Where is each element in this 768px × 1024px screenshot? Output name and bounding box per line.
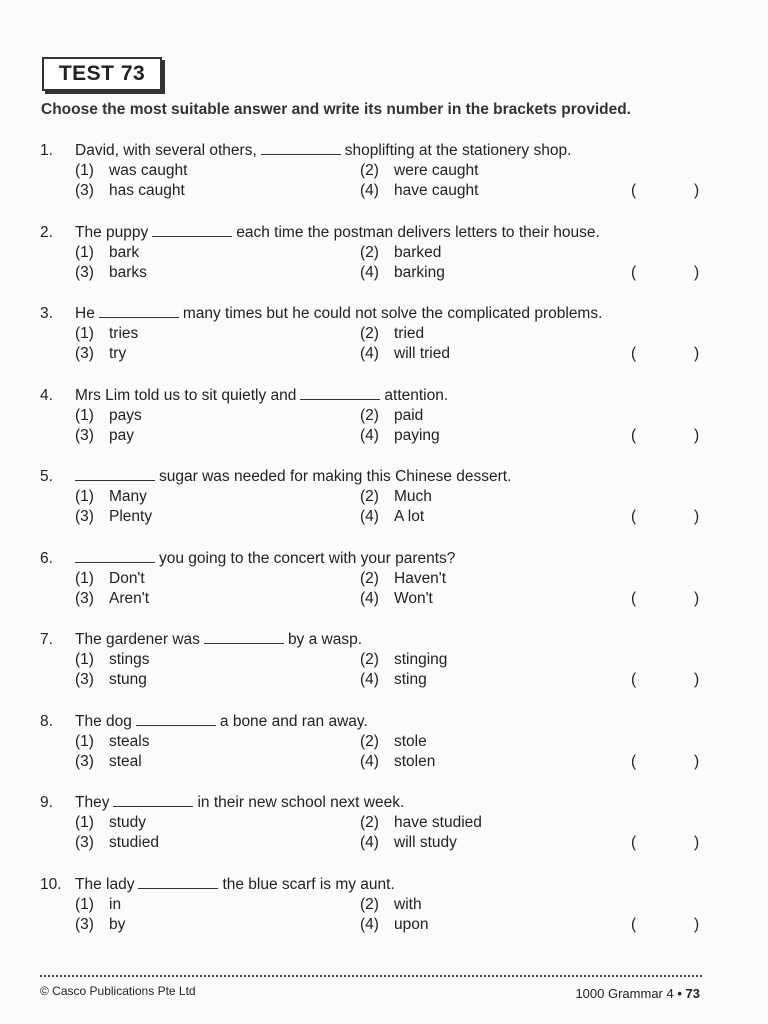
option-text: have caught xyxy=(394,182,479,199)
stem-after-blank: by a wasp. xyxy=(287,631,363,648)
option-text: studied xyxy=(109,834,159,851)
option-number: (4) xyxy=(360,589,379,607)
option-number: (4) xyxy=(360,182,379,199)
stem-before-blank: He xyxy=(75,305,95,322)
answer-option xyxy=(360,896,422,914)
answer-option xyxy=(360,182,478,200)
answer-option xyxy=(75,651,150,669)
stem-after-blank: shoplifting at the stationery shop. xyxy=(344,142,572,159)
question-number: 2. xyxy=(40,223,53,241)
answer-option xyxy=(360,488,432,506)
answer-option xyxy=(360,651,447,669)
option-number: (3) xyxy=(75,752,94,770)
stem-after-blank: each time the postman delivers letters to their house. xyxy=(236,223,600,241)
footer-divider xyxy=(40,975,702,977)
option-text: will study xyxy=(394,834,457,851)
answer-blank-line xyxy=(300,387,380,400)
answer-option xyxy=(360,753,435,771)
answer-option xyxy=(360,345,450,363)
stem-before-blank: The puppy xyxy=(75,223,149,241)
answer-option xyxy=(360,325,424,343)
stem-after-blank: a bone and ran away. xyxy=(219,712,368,730)
option-text: pays xyxy=(109,406,142,424)
option-text: Don't xyxy=(109,569,145,587)
stem-before-blank: Mrs Lim told us to sit quietly and xyxy=(75,386,297,404)
option-number: (1) xyxy=(75,488,94,505)
answer-option xyxy=(360,427,440,445)
option-number: (2) xyxy=(360,325,379,342)
option-text: paid xyxy=(394,406,424,424)
answer-bracket-open[interactable]: ( xyxy=(631,915,637,933)
option-text: stung xyxy=(109,671,147,688)
option-text: were caught xyxy=(394,162,479,179)
answer-option xyxy=(75,671,147,689)
option-text: bark xyxy=(109,243,140,261)
option-text: Plenty xyxy=(109,508,153,525)
option-text: Aren't xyxy=(109,589,150,607)
option-text: pay xyxy=(109,426,134,444)
answer-option xyxy=(75,733,150,751)
option-number: (1) xyxy=(75,569,94,587)
answer-option xyxy=(360,590,433,608)
answer-bracket-close[interactable]: ) xyxy=(694,345,700,362)
answer-option xyxy=(360,244,441,262)
option-number: (1) xyxy=(75,162,94,179)
option-number: (4) xyxy=(360,508,379,525)
question-item xyxy=(0,140,768,222)
answer-option xyxy=(75,162,187,180)
answer-option xyxy=(360,916,428,934)
answer-option xyxy=(75,407,142,425)
answer-bracket-close[interactable]: ) xyxy=(694,589,700,607)
option-text: was caught xyxy=(109,162,188,179)
question-item xyxy=(0,792,768,874)
answer-bracket-close[interactable]: ) xyxy=(694,915,700,933)
answer-option xyxy=(75,508,152,526)
answer-blank-line xyxy=(261,142,341,155)
footer-separator: • xyxy=(677,986,682,1001)
option-number: (2) xyxy=(360,569,379,587)
option-number: (4) xyxy=(360,345,379,362)
answer-option xyxy=(360,570,446,588)
answer-option xyxy=(75,834,159,852)
option-text: Much xyxy=(394,488,432,505)
option-text: sting xyxy=(394,671,427,688)
answer-option xyxy=(75,264,147,282)
answer-bracket-close[interactable]: ) xyxy=(694,834,700,851)
option-number: (3) xyxy=(75,671,94,688)
footer-page-number: 73 xyxy=(685,986,700,1001)
answer-bracket-close[interactable]: ) xyxy=(694,752,700,770)
answer-option xyxy=(360,814,482,832)
question-item xyxy=(0,303,768,385)
option-number: (2) xyxy=(360,488,379,505)
question-stem xyxy=(75,142,571,160)
option-number: (1) xyxy=(75,243,94,261)
option-text: barked xyxy=(394,243,442,261)
question-number: 6. xyxy=(40,549,53,567)
option-number: (2) xyxy=(360,732,379,750)
option-number: (1) xyxy=(75,732,94,750)
answer-bracket-open[interactable]: ( xyxy=(631,508,637,525)
option-text: steal xyxy=(109,752,142,770)
stem-after-blank: in their new school next week. xyxy=(197,794,405,811)
option-number: (2) xyxy=(360,406,379,424)
option-text: study xyxy=(109,814,147,831)
option-text: Won't xyxy=(394,589,433,607)
answer-bracket-open[interactable]: ( xyxy=(631,752,637,770)
question-number: 5. xyxy=(40,468,53,485)
option-text: stole xyxy=(394,732,427,750)
option-text: upon xyxy=(394,915,429,933)
answer-option xyxy=(360,733,427,751)
question-item xyxy=(0,548,768,630)
answer-bracket-open[interactable]: ( xyxy=(631,263,637,281)
question-number: 8. xyxy=(40,712,53,730)
question-stem xyxy=(75,387,448,405)
option-number: (3) xyxy=(75,589,94,607)
option-text: barks xyxy=(109,263,147,281)
answer-option xyxy=(75,488,147,506)
answer-option xyxy=(75,814,146,832)
answer-blank-line xyxy=(75,550,155,563)
option-number: (3) xyxy=(75,345,94,362)
option-number: (4) xyxy=(360,671,379,688)
question-stem xyxy=(75,550,455,568)
option-number: (1) xyxy=(75,325,94,342)
option-number: (4) xyxy=(360,915,379,933)
answer-option xyxy=(75,590,149,608)
answer-blank-line xyxy=(113,794,193,807)
option-number: (2) xyxy=(360,162,379,179)
option-text: will tried xyxy=(394,345,450,362)
answer-blank-line xyxy=(75,468,155,481)
answer-bracket-close[interactable]: ) xyxy=(694,671,700,688)
option-text: try xyxy=(109,345,127,362)
question-item xyxy=(0,222,768,304)
option-number: (2) xyxy=(360,814,379,831)
stem-after-blank: sugar was needed for making this Chinese dessert. xyxy=(159,468,512,485)
option-text: Haven't xyxy=(394,569,447,587)
option-number: (1) xyxy=(75,895,94,913)
question-number: 10. xyxy=(40,875,62,893)
answer-bracket-open[interactable]: ( xyxy=(631,345,637,362)
option-text: Many xyxy=(109,488,147,505)
answer-bracket-close[interactable]: ) xyxy=(694,263,700,281)
option-text: steals xyxy=(109,732,150,750)
option-number: (3) xyxy=(75,915,94,933)
stem-after-blank: attention. xyxy=(384,386,449,404)
option-number: (2) xyxy=(360,243,379,261)
answer-option xyxy=(360,407,423,425)
answer-bracket-open[interactable]: ( xyxy=(631,589,637,607)
question-stem xyxy=(75,631,362,649)
answer-bracket-open[interactable]: ( xyxy=(631,834,637,851)
question-stem xyxy=(75,468,511,486)
option-number: (1) xyxy=(75,814,94,831)
answer-option xyxy=(360,508,424,526)
answer-bracket-open[interactable]: ( xyxy=(631,182,637,199)
option-number: (2) xyxy=(360,651,379,668)
answer-option xyxy=(360,834,457,852)
option-number: (2) xyxy=(360,895,379,913)
answer-bracket-close[interactable]: ) xyxy=(694,508,700,525)
answer-option xyxy=(75,570,145,588)
option-number: (4) xyxy=(360,426,379,444)
test-title-box xyxy=(42,57,162,91)
answer-blank-line xyxy=(138,876,218,889)
option-number: (4) xyxy=(360,752,379,770)
answer-option xyxy=(75,345,126,363)
answer-bracket-open[interactable]: ( xyxy=(631,671,637,688)
answer-option xyxy=(75,182,185,200)
option-text: barking xyxy=(394,263,445,281)
option-text: paying xyxy=(394,426,440,444)
option-number: (3) xyxy=(75,834,94,851)
stem-before-blank: The gardener was xyxy=(75,631,200,648)
answer-option xyxy=(75,753,142,771)
answer-blank-line xyxy=(99,305,179,318)
question-list xyxy=(0,140,768,955)
answer-option xyxy=(360,264,445,282)
question-number: 3. xyxy=(40,305,53,322)
option-text: have studied xyxy=(394,814,482,831)
question-number: 4. xyxy=(40,386,53,404)
option-number: (3) xyxy=(75,263,94,281)
answer-option xyxy=(360,162,478,180)
question-item xyxy=(0,711,768,793)
stem-before-blank: They xyxy=(75,794,110,811)
option-text: A lot xyxy=(394,508,425,525)
question-stem xyxy=(75,224,600,242)
answer-option xyxy=(360,671,427,689)
question-stem xyxy=(75,713,368,731)
stem-after-blank: many times but he could not solve the complicated problems. xyxy=(182,305,603,322)
question-item xyxy=(0,385,768,467)
question-stem xyxy=(75,305,602,323)
option-number: (4) xyxy=(360,834,379,851)
question-stem xyxy=(75,876,395,894)
answer-option xyxy=(75,916,125,934)
option-text: with xyxy=(394,895,422,913)
option-text: has caught xyxy=(109,182,185,199)
question-number: 1. xyxy=(40,142,53,159)
option-number: (4) xyxy=(360,263,379,281)
option-text: in xyxy=(109,895,122,913)
stem-before-blank: The lady xyxy=(75,875,135,893)
footer-page-label xyxy=(575,986,700,1001)
question-number: 9. xyxy=(40,794,53,811)
question-item xyxy=(0,466,768,548)
option-text: tried xyxy=(394,325,425,342)
instruction-text: Choose the most suitable answer and write its number in the brackets provided. xyxy=(41,101,631,118)
question-item xyxy=(0,629,768,711)
option-text: stinging xyxy=(394,651,448,668)
answer-option xyxy=(75,244,139,262)
answer-bracket-close[interactable]: ) xyxy=(694,426,700,444)
question-number: 7. xyxy=(40,631,53,648)
answer-blank-line xyxy=(204,631,284,644)
answer-bracket-open[interactable]: ( xyxy=(631,426,637,444)
option-text: by xyxy=(109,915,126,933)
stem-before-blank: David, with several others, xyxy=(75,142,257,159)
option-text: stolen xyxy=(394,752,436,770)
stem-after-blank: the blue scarf is my aunt. xyxy=(222,875,395,893)
answer-blank-line xyxy=(136,713,216,726)
stem-after-blank: you going to the concert with your parents? xyxy=(159,549,456,567)
answer-bracket-close[interactable]: ) xyxy=(694,182,700,199)
option-text: tries xyxy=(109,325,139,342)
option-text: stings xyxy=(109,651,150,668)
option-number: (3) xyxy=(75,426,94,444)
stem-before-blank: The dog xyxy=(75,712,132,730)
option-number: (3) xyxy=(75,508,94,525)
answer-option xyxy=(75,427,134,445)
test-title: TEST 73 xyxy=(58,62,146,85)
question-item xyxy=(0,874,768,956)
option-number: (3) xyxy=(75,182,94,199)
footer-book-title: 1000 Grammar 4 xyxy=(575,986,674,1001)
answer-blank-line xyxy=(152,224,232,237)
answer-option xyxy=(75,325,138,343)
question-stem xyxy=(75,794,404,812)
option-number: (1) xyxy=(75,651,94,668)
option-number: (1) xyxy=(75,406,94,424)
answer-option xyxy=(75,896,121,914)
footer-copyright: © Casco Publications Pte Ltd xyxy=(40,984,196,998)
